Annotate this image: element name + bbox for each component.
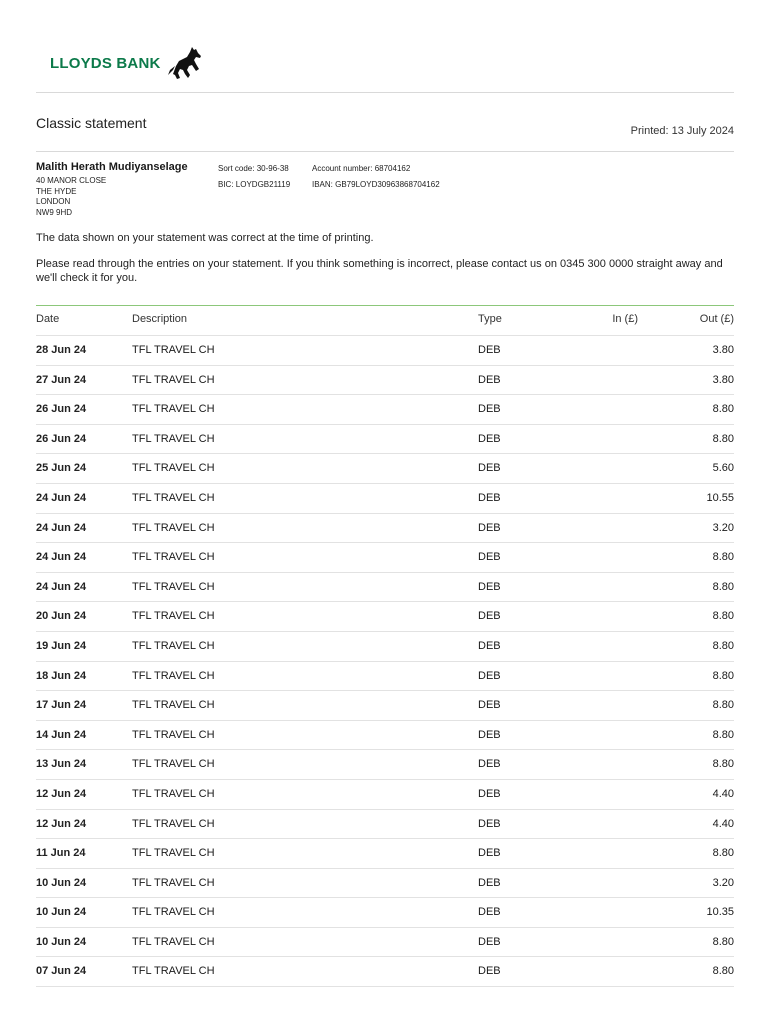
- row-date: 10 Jun 24: [36, 906, 87, 919]
- row-type: DEB: [478, 639, 501, 652]
- table-row: [36, 424, 734, 454]
- row-date: 14 Jun 24: [36, 728, 87, 741]
- row-date: 27 Jun 24: [36, 373, 87, 386]
- header-in: In (£): [612, 313, 638, 325]
- address-line: THE HYDE: [36, 186, 77, 196]
- row-date: 17 Jun 24: [36, 699, 87, 712]
- row-out-amount: 8.80: [712, 728, 734, 741]
- table-row: [36, 897, 734, 927]
- account-address: [36, 176, 106, 218]
- table-row: [36, 779, 734, 809]
- table-row: [36, 572, 734, 602]
- row-description: TFL TRAVEL CH: [132, 432, 215, 445]
- row-date: 24 Jun 24: [36, 551, 87, 564]
- table-row: [36, 365, 734, 395]
- bank-name: LLOYDS BANK: [50, 54, 161, 72]
- row-type: DEB: [478, 876, 501, 889]
- row-out-amount: 8.80: [712, 610, 734, 623]
- row-date: 26 Jun 24: [36, 432, 87, 445]
- row-description: TFL TRAVEL CH: [132, 847, 215, 860]
- row-out-amount: 3.80: [712, 344, 734, 356]
- row-date: 26 Jun 24: [36, 403, 87, 416]
- header-date: Date: [36, 313, 60, 325]
- row-description: TFL TRAVEL CH: [132, 758, 215, 771]
- row-description: TFL TRAVEL CH: [132, 344, 215, 356]
- row-description: TFL TRAVEL CH: [132, 639, 215, 652]
- row-description: TFL TRAVEL CH: [132, 521, 215, 534]
- table-row: [36, 690, 734, 720]
- printed-date: Printed: 13 July 2024: [630, 125, 734, 137]
- row-type: DEB: [478, 344, 501, 356]
- row-type: DEB: [478, 728, 501, 741]
- row-type: DEB: [478, 935, 501, 948]
- table-row: [36, 661, 734, 691]
- contact-notice: Please read through the entries on your statement. If you think something is incorrect, please contact us on 0345 300 0000 straight away and we'll check it for you.: [36, 258, 723, 284]
- header-out: Out (£): [699, 313, 734, 325]
- row-out-amount: 8.80: [712, 639, 734, 652]
- row-type: DEB: [478, 758, 501, 771]
- table-row: [36, 631, 734, 661]
- table-row: [36, 720, 734, 750]
- sort-code: Sort code: 30-96-38: [218, 164, 289, 173]
- row-type: DEB: [478, 521, 501, 534]
- row-description: TFL TRAVEL CH: [132, 610, 215, 623]
- row-type: DEB: [478, 462, 501, 475]
- row-type: DEB: [478, 432, 501, 445]
- row-date: 24 Jun 24: [36, 580, 87, 593]
- row-description: TFL TRAVEL CH: [132, 817, 215, 830]
- black-horse-icon: [165, 44, 205, 82]
- row-date: 10 Jun 24: [36, 935, 87, 948]
- row-date: 25 Jun 24: [36, 462, 87, 475]
- row-type: DEB: [478, 906, 501, 919]
- row-out-amount: 10.55: [706, 491, 734, 504]
- title-divider: [36, 151, 734, 152]
- row-description: TFL TRAVEL CH: [132, 462, 215, 475]
- row-date: 07 Jun 24: [36, 965, 87, 978]
- row-out-amount: 3.80: [712, 373, 734, 386]
- transactions-header: [36, 313, 734, 335]
- row-description: TFL TRAVEL CH: [132, 580, 215, 593]
- table-row: [36, 956, 734, 986]
- row-type: DEB: [478, 610, 501, 623]
- header-description: Description: [132, 313, 188, 325]
- table-row: [36, 601, 734, 631]
- row-out-amount: 4.40: [712, 787, 734, 800]
- header-divider: [36, 92, 734, 93]
- table-row: [36, 335, 734, 365]
- row-type: DEB: [478, 403, 501, 416]
- row-description: TFL TRAVEL CH: [132, 403, 215, 416]
- row-description: TFL TRAVEL CH: [132, 965, 215, 978]
- table-row: [36, 868, 734, 898]
- row-out-amount: 10.35: [706, 906, 734, 919]
- row-type: DEB: [478, 551, 501, 564]
- iban-code: IBAN: GB79LOYD30963868704162: [312, 180, 440, 189]
- statement-title: Classic statement: [36, 115, 147, 131]
- table-row: [36, 809, 734, 839]
- row-description: TFL TRAVEL CH: [132, 669, 215, 682]
- row-description: TFL TRAVEL CH: [132, 491, 215, 504]
- row-date: 24 Jun 24: [36, 491, 87, 504]
- accuracy-notice: The data shown on your statement was correct at the time of printing.: [36, 232, 374, 244]
- table-top-rule: [36, 305, 734, 306]
- address-line: NW9 9HD: [36, 207, 73, 217]
- transactions-table: [36, 335, 734, 987]
- table-row: [36, 838, 734, 868]
- row-date: 11 Jun 24: [36, 847, 86, 860]
- row-type: DEB: [478, 491, 501, 504]
- row-out-amount: 8.80: [712, 935, 734, 948]
- row-date: 20 Jun 24: [36, 610, 87, 623]
- row-out-amount: 5.60: [712, 462, 734, 475]
- row-type: DEB: [478, 817, 501, 830]
- row-type: DEB: [478, 787, 501, 800]
- row-type: DEB: [478, 847, 501, 860]
- row-out-amount: 8.80: [712, 580, 734, 593]
- address-line: 40 MANOR CLOSE: [36, 176, 107, 185]
- table-row: [36, 927, 734, 957]
- row-out-amount: 3.20: [712, 521, 734, 534]
- row-out-amount: 8.80: [712, 551, 734, 564]
- row-out-amount: 8.80: [712, 847, 734, 860]
- row-type: DEB: [478, 373, 501, 386]
- row-out-amount: 3.20: [712, 876, 734, 889]
- bank-logo[interactable]: [50, 44, 205, 82]
- row-type: DEB: [478, 699, 501, 712]
- table-row: [36, 542, 734, 572]
- row-description: TFL TRAVEL CH: [132, 935, 215, 948]
- row-date: 10 Jun 24: [36, 876, 87, 889]
- row-date: 28 Jun 24: [36, 344, 87, 356]
- account-holder-name: Malith Herath Mudiyanselage: [36, 161, 188, 173]
- address-line: LONDON: [36, 197, 71, 206]
- row-description: TFL TRAVEL CH: [132, 728, 215, 741]
- row-type: DEB: [478, 965, 501, 978]
- table-row: [36, 453, 734, 483]
- row-date: 18 Jun 24: [36, 669, 87, 682]
- row-date: 12 Jun 24: [36, 787, 87, 800]
- table-row: [36, 749, 734, 779]
- bic-code: BIC: LOYDGB21119: [218, 180, 291, 189]
- row-date: 24 Jun 24: [36, 521, 87, 534]
- account-number: Account number: 68704162: [312, 164, 411, 173]
- row-out-amount: 4.40: [712, 817, 734, 830]
- row-out-amount: 8.80: [712, 432, 734, 445]
- row-description: TFL TRAVEL CH: [132, 699, 215, 712]
- row-type: DEB: [478, 580, 501, 593]
- row-description: TFL TRAVEL CH: [132, 373, 215, 386]
- table-row: [36, 394, 734, 424]
- row-description: TFL TRAVEL CH: [132, 876, 215, 889]
- row-out-amount: 8.80: [712, 965, 734, 978]
- table-row: [36, 483, 734, 513]
- row-out-amount: 8.80: [712, 669, 734, 682]
- row-date: 12 Jun 24: [36, 817, 87, 830]
- row-date: 19 Jun 24: [36, 639, 87, 652]
- row-out-amount: 8.80: [712, 699, 734, 712]
- row-type: DEB: [478, 669, 501, 682]
- row-description: TFL TRAVEL CH: [132, 787, 215, 800]
- table-bottom-rule: [36, 986, 734, 987]
- row-description: TFL TRAVEL CH: [132, 551, 215, 564]
- row-date: 13 Jun 24: [36, 758, 87, 771]
- row-description: TFL TRAVEL CH: [132, 906, 215, 919]
- header-type: Type: [478, 313, 502, 325]
- table-row: [36, 513, 734, 543]
- row-out-amount: 8.80: [712, 403, 734, 416]
- row-out-amount: 8.80: [712, 758, 734, 771]
